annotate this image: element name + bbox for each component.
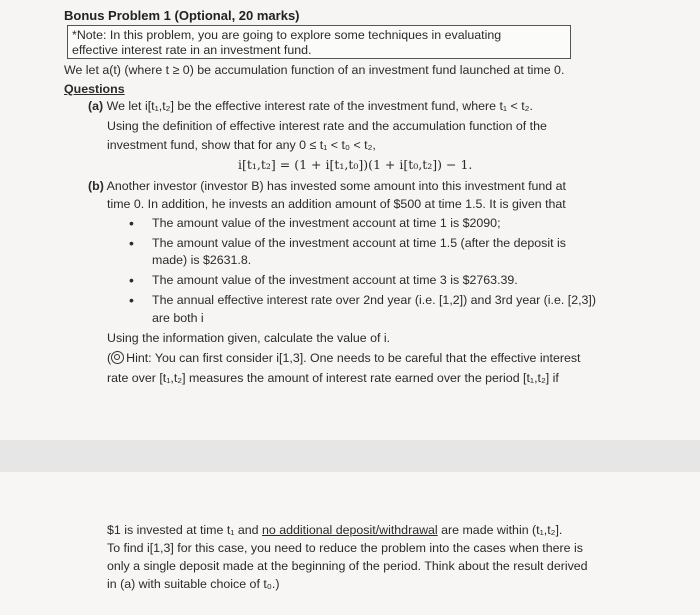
bullet-item-4: The annual effective interest rate over 2nd year (i.e. [1,2]) and 3rd year (i.e. [2,3]) — [152, 293, 597, 307]
continuation-text-1c: are made within (t₁,t₂]. — [437, 523, 563, 537]
part-b-text-1: Another investor (investor B) has invested some amount into this investment fund at — [106, 179, 566, 193]
using-info-text: Using the information given, calculate the value of i. — [107, 331, 391, 345]
hint-line-1: ( Hint: You can first consider i[1,3]. One needs to be careful that the effective interest — [107, 351, 581, 365]
bullet-item-2-cont: made) is $2631.8. — [152, 253, 252, 267]
part-b-label: (b) — [88, 179, 104, 193]
page-separator — [0, 440, 700, 472]
bullet-item-1: The amount value of the investment account at time 1 is $2090; — [152, 216, 501, 230]
part-a-line-1 — [88, 98, 533, 114]
part-a-text-1: We let i[t₁,t₂] be the effective interest rate of the investment fund, where t₁ < t₂. — [106, 99, 533, 113]
continuation-line-1 — [107, 522, 562, 538]
bullet-item-2: The amount value of the investment account at time 1.5 (after the deposit is — [152, 236, 566, 250]
part-a-formula: i[t₁,t₂] = (1 + i[t₁,t₀])(1 + i[t₀,t₂]) − 1. — [238, 157, 473, 172]
continuation-underlined: no additional deposit/withdrawal — [262, 523, 438, 537]
continuation-line-3: only a single deposit made at the beginning of the period. Think about the result derived — [107, 559, 588, 573]
part-a-line-2: Using the definition of effective interest rate and the accumulation function of the — [107, 119, 547, 133]
continuation-line-2: To find i[1,3] for this case, you need to reduce the problem into the cases when there is — [107, 541, 583, 555]
hint-icon — [111, 351, 124, 364]
note-line-2: effective interest rate in an investment fund. — [72, 43, 312, 57]
hint-text-1: Hint: You can first consider i[1,3]. One needs to be careful that the effective interest — [126, 351, 581, 365]
note-line-1: *Note: In this problem, you are going to explore some techniques in evaluating — [72, 28, 502, 42]
bullet-dot: • — [129, 292, 134, 308]
part-b-line-1 — [88, 178, 566, 194]
bullet-dot: • — [129, 272, 134, 288]
questions-heading: Questions — [64, 82, 125, 96]
intro-text: We let a(t) (where t ≥ 0) be accumulation function of an investment fund launched at time 0. — [64, 63, 565, 77]
problem-title: Bonus Problem 1 (Optional, 20 marks) — [64, 8, 300, 23]
bullet-dot: • — [129, 215, 134, 231]
part-b-line-2: time 0. In addition, he invests an addition amount of $500 at time 1.5. It is given that — [107, 197, 566, 211]
hint-line-2: rate over [t₁,t₂] measures the amount of interest rate earned over the period [t₁,t₂] if — [107, 371, 559, 385]
part-a-label: (a) — [88, 99, 104, 113]
bullet-item-3: The amount value of the investment account at time 3 is $2763.39. — [152, 273, 518, 287]
bullet-item-4-cont: are both i — [152, 311, 204, 325]
continuation-line-4: in (a) with suitable choice of t₀.) — [107, 577, 280, 591]
bullet-dot: • — [129, 235, 134, 251]
continuation-text-1a: $1 is invested at time t₁ and — [107, 523, 263, 537]
part-a-line-3: investment fund, show that for any 0 ≤ t₁ < t₀ < t₂, — [107, 138, 376, 152]
